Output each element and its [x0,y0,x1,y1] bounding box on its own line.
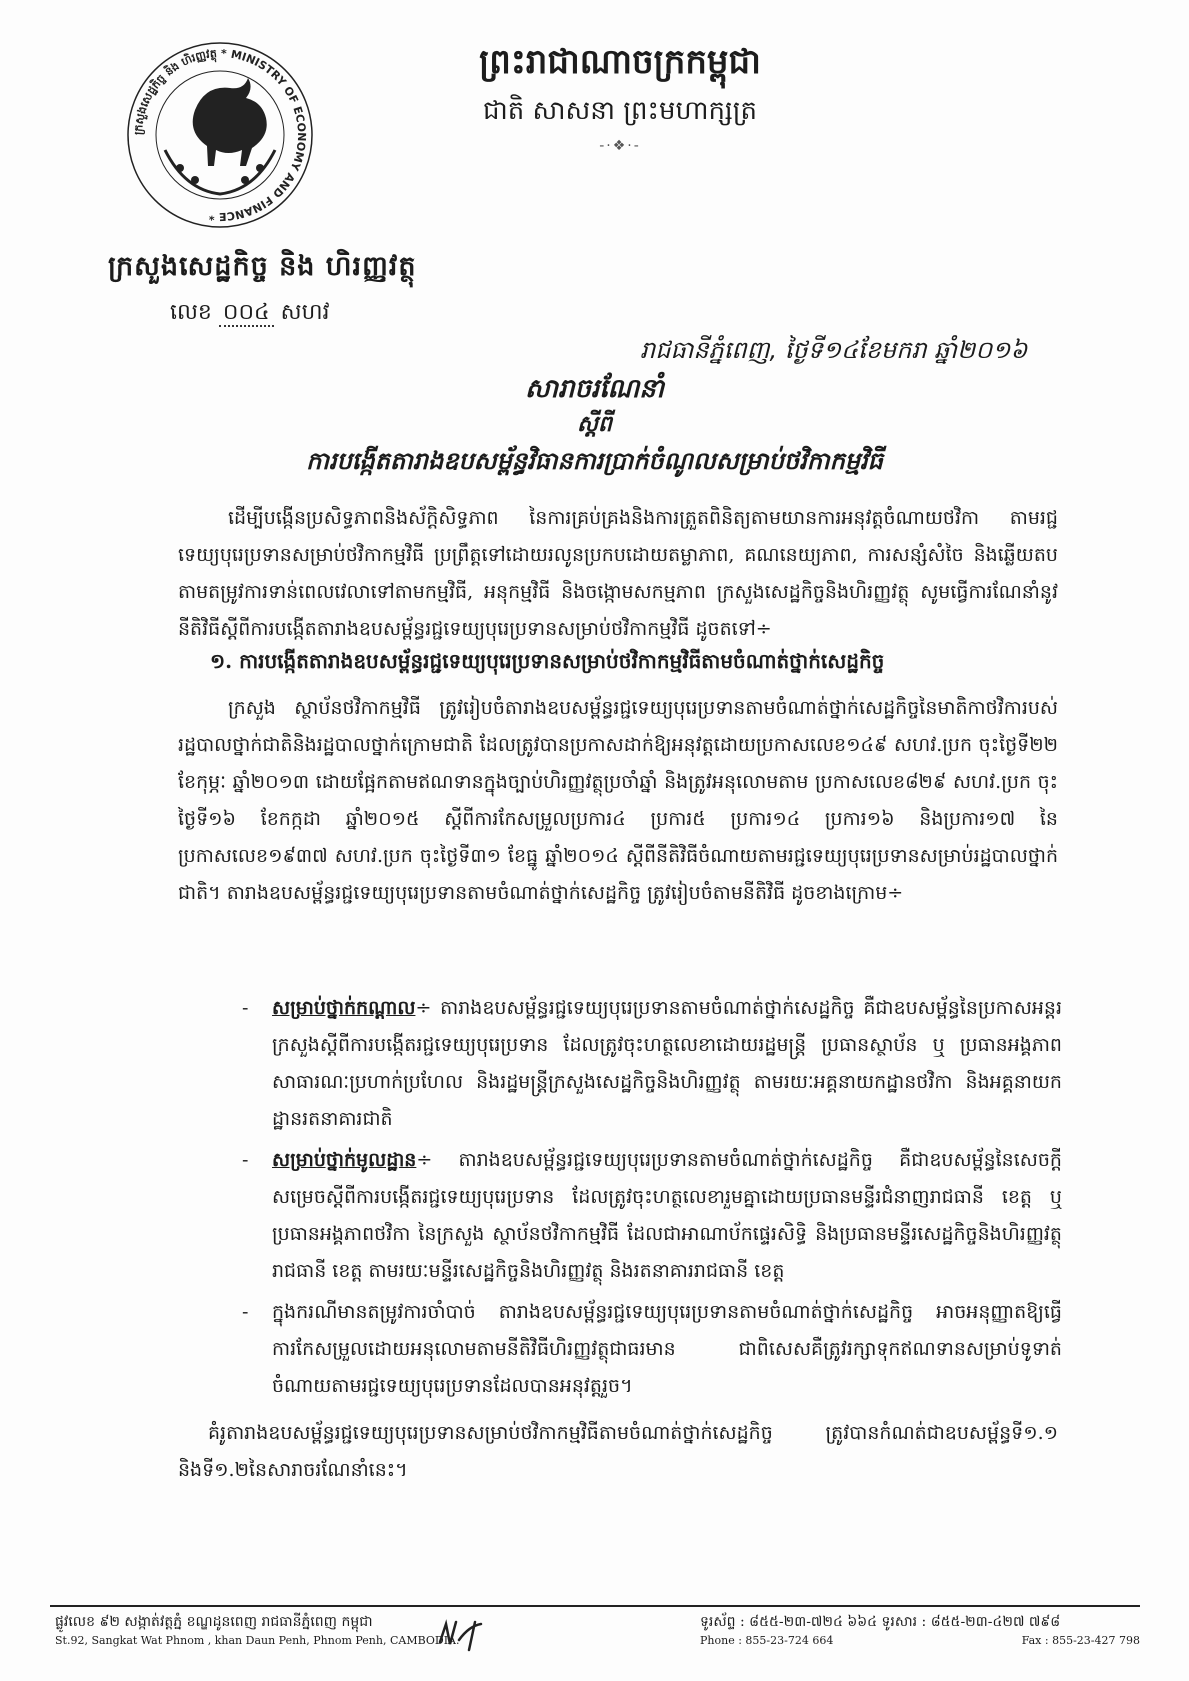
bullet-label: សម្រាប់ថ្នាក់កណ្តាល [272,997,416,1019]
procedure-list [242,990,1062,1410]
reference-number [170,298,330,330]
bullet-dash: - [242,1301,249,1324]
list-item [242,1294,1062,1405]
section-heading-1: ១. ការបង្កើតតារាងឧបសម្ព័ន្ធរជ្ជទេយ្យបុរេប្រទានសម្រាប់ថវិកាកម្មវិធីតាមចំណាត់ថ្នាក់សេដ្ឋកិច្ច [210,649,885,673]
bullet-dash: - [242,997,249,1019]
closing-paragraph: គំរូតារាងឧបសម្ព័ន្ធរជ្ជទេយ្យបុរេប្រទានសម្រាប់ថវិកាកម្មវិធីតាមចំណាត់ថ្នាក់សេដ្ឋកិច្ច ត្រូវបានកំណត់ជាឧបសម្ព័ន្ធទី១.១ និងទី១.២នៃសារាចរណែនាំនេះ។ [178,1422,1058,1482]
footer-contact [700,1612,1140,1650]
phone-english: Phone : 855-23-724 664 [700,1634,834,1647]
list-item [242,1142,1062,1290]
footer-address [55,1612,460,1650]
list-item [242,990,1062,1138]
ministry-name: ក្រសួងសេដ្ឋកិច្ច និង ហិរញ្ញវត្ថុ [108,251,417,282]
intro-paragraph: ដើម្បីបង្កើនប្រសិទ្ធភាពនិងស័ក្តិសិទ្ធភាព នៃការគ្រប់គ្រងនិងការត្រួតពិនិត្យតាមយានការអនុវត្តចំណាយថវិកា តាមរជ្ជទេយ្យបុរេប្រទានសម្រាប់ថវិកាកម្មវិធី ប្រព្រឹត្តទៅដោយរលូនប្រកបដោយតម្លាភាព, គណនេយ្យភាព, ការសន្សំសំចៃ និងឆ្លើយតបតាមតម្រូវការទាន់ពេលវេលាទៅតាមកម្មវិធី, អនុកម្មវិធី និងចង្កោមសកម្មភាព ក្រសួងសេដ្ឋកិច្ចនិងហិរញ្ញវត្ថុ សូមធ្វើការណែនាំនូវនីតិវិធីស្តីពីការបង្កើតតារាងឧបសម្ព័ន្ធរជ្ជទេយ្យបុរេប្រទានសម្រាប់ថវិកាកម្មវិធី ដូចតទៅ÷ [178,507,1058,641]
kingdom-title: ព្រះរាជាណាចក្រកម្ពុជា [479,42,761,82]
bullet-text: ÷ តារាងឧបសម្ព័ន្ធរជ្ជទេយ្យបុរេប្រទានតាមចំណាត់ថ្នាក់សេដ្ឋកិច្ច គឺជាឧបសម្ព័ន្ធនៃប្រកាសអន្តរក្រសួងស្តីពីការបង្កើតរជ្ជទេយ្យបុរេប្រទាន ដែលត្រូវចុះហត្ថលេខាដោយរដ្ឋមន្ត្រី ប្រធានស្ថាប័ន ឬ ប្រធានអង្គភាពសាធារណៈប្រហាក់ប្រហែល និងរដ្ឋមន្ត្រីក្រសួងសេដ្ឋកិច្ចនិងហិរញ្ញវត្ថុ តាមរយៈអគ្គនាយកដ្ឋានថវិកា និងអគ្គនាយកដ្ឋានរតនាគារជាតិ [272,997,1062,1131]
fax-english: Fax : 855-23-427 798 [1021,1634,1140,1647]
bullet-text: ÷ តារាងឧបសម្ព័ន្ធរជ្ជទេយ្យបុរេប្រទានតាមចំណាត់ថ្នាក់សេដ្ឋកិច្ច គឺជាឧបសម្ព័ន្ធនៃសេចក្តីសម្រេចស្តីពីការបង្កើតរជ្ជទេយ្យបុរេប្រទាន ដែលត្រូវចុះហត្ថលេខារួមគ្នាដោយប្រធានមន្ទីរជំនាញរាជធានី ខេត្ត ឬ ប្រធានអង្គភាពថវិកា នៃក្រសួង ស្ថាប័នថវិកាកម្មវិធី ដែលជាអាណាប័កផ្ទេរសិទ្ធិ និងប្រធានមន្ទីរសេដ្ឋកិច្ចនិងហិរញ្ញវត្ថុរាជធានី ខេត្ត តាមរយៈមន្ទីរសេដ្ឋកិច្ចនិងហិរញ្ញវត្ថុ និងរតនាគាររាជធានី ខេត្ត [272,1149,1062,1283]
footer-divider [50,1605,1140,1607]
document-type-about: ស្តីពី [577,412,612,437]
kingdom-header [430,40,810,154]
date-line: រាជធានីភ្នំពេញ, ថ្ងៃទី១៤ខែមករា ឆ្នាំ២០១៦ [640,336,1028,364]
ornament-divider: -·❖·- [599,138,641,154]
address-english: St.92, Sangkat Wat Phnom , khan Daun Penh, Phnom Penh, CAMBODIA. [55,1634,460,1647]
ref-suffix: សហវ [280,300,330,325]
bullet-dash: - [242,1149,249,1172]
main-paragraph: ក្រសួង ស្ថាប័នថវិកាកម្មវិធី ត្រូវរៀបចំតារាងឧបសម្ព័ន្ធរជ្ជទេយ្យបុរេប្រទានតាមចំណាត់ថ្នាក់សេដ្ឋកិច្ចនៃមាតិកាថវិការបស់រដ្ឋបាលថ្នាក់ជាតិនិងរដ្ឋបាលថ្នាក់ក្រោមជាតិ ដែលត្រូវបានប្រកាសដាក់ឱ្យអនុវត្តដោយប្រកាសលេខ១៤៩ សហវ.ប្រក ចុះថ្ងៃទី២២ ខែកុម្ភៈ ឆ្នាំ២០១៣ ដោយផ្អែកតាមឥណទានក្នុងច្បាប់ហិរញ្ញវត្ថុប្រចាំឆ្នាំ និងត្រូវអនុលោមតាម ប្រកាសលេខ៨២៩ សហវ.ប្រក ចុះថ្ងៃទី១៦ ខែកក្កដា ឆ្នាំ២០១៥ ស្តីពីការកែសម្រួលប្រការ៤ ប្រការ៥ ប្រការ១៤ ប្រការ១៦ និងប្រការ១៧ នៃប្រកាសលេខ១៩៣៧ សហវ.ប្រក ចុះថ្ងៃទី៣១ ខែធ្នូ ឆ្នាំ២០១៤ ស្តីពីនីតិវិធីចំណាយតាមរជ្ជទេយ្យបុរេប្រទានសម្រាប់រដ្ឋបាលថ្នាក់ជាតិ។ តារាងឧបសម្ព័ន្ធរជ្ជទេយ្យបុរេប្រទានតាមចំណាត់ថ្នាក់សេដ្ឋកិច្ច ត្រូវរៀបចំតាមនីតិវិធី ដូចខាងក្រោម÷ [178,697,1058,905]
ref-prefix: លេខ [170,300,212,325]
address-khmer: ផ្លូវលេខ ៩២ សង្កាត់វត្តភ្នំ ខណ្ឌដូនពេញ រាជធានីភ្នំពេញ កម្ពុជា [55,1614,373,1630]
contact-khmer: ទូរស័ព្ទ : ៨៥៥-២៣-៧២៤ ៦៦៤ ទូរសារ : ៨៥៥-២៣-៤២៧ ៧៩៨ [700,1614,1061,1630]
bullet-label: សម្រាប់ថ្នាក់មូលដ្ឋាន [272,1149,417,1172]
seal-ring-text: ក្រសួងសេដ្ឋកិច្ច និង ហិរញ្ញវត្ថុ * MINISTRY OF ECONOMY AND FINANCE * [131,46,309,224]
initials-signature [435,1614,495,1654]
bullet-text: ក្នុងករណីមានតម្រូវការចាំបាច់ តារាងឧបសម្ព័ន្ធរជ្ជទេយ្យបុរេប្រទានតាមចំណាត់ថ្នាក់សេដ្ឋកិច្ច អាចអនុញ្ញាតឱ្យធ្វើការកែសម្រួលដោយអនុលោមតាមនីតិវិធីហិរញ្ញវត្ថុជាធរមាន ជាពិសេសគឺត្រូវរក្សាទុកឥណទានសម្រាប់ទូទាត់ចំណាយតាមរជ្ជទេយ្យបុរេប្រទានដែលបានអនុវត្តរួច។ [272,1301,1062,1398]
national-motto: ជាតិ សាសនា ព្រះមហាក្សត្រ [483,96,757,126]
document-subject: ការបង្កើតតារាងឧបសម្ព័ន្ធវិធានការប្រាក់ចំណូលសម្រាប់ថវិកាកម្មវិធី [306,447,883,475]
document-type-title: សារាចរណែនាំ [524,374,664,404]
ministry-seal-logo [125,40,315,230]
ref-number: ០០៤ [219,300,274,327]
